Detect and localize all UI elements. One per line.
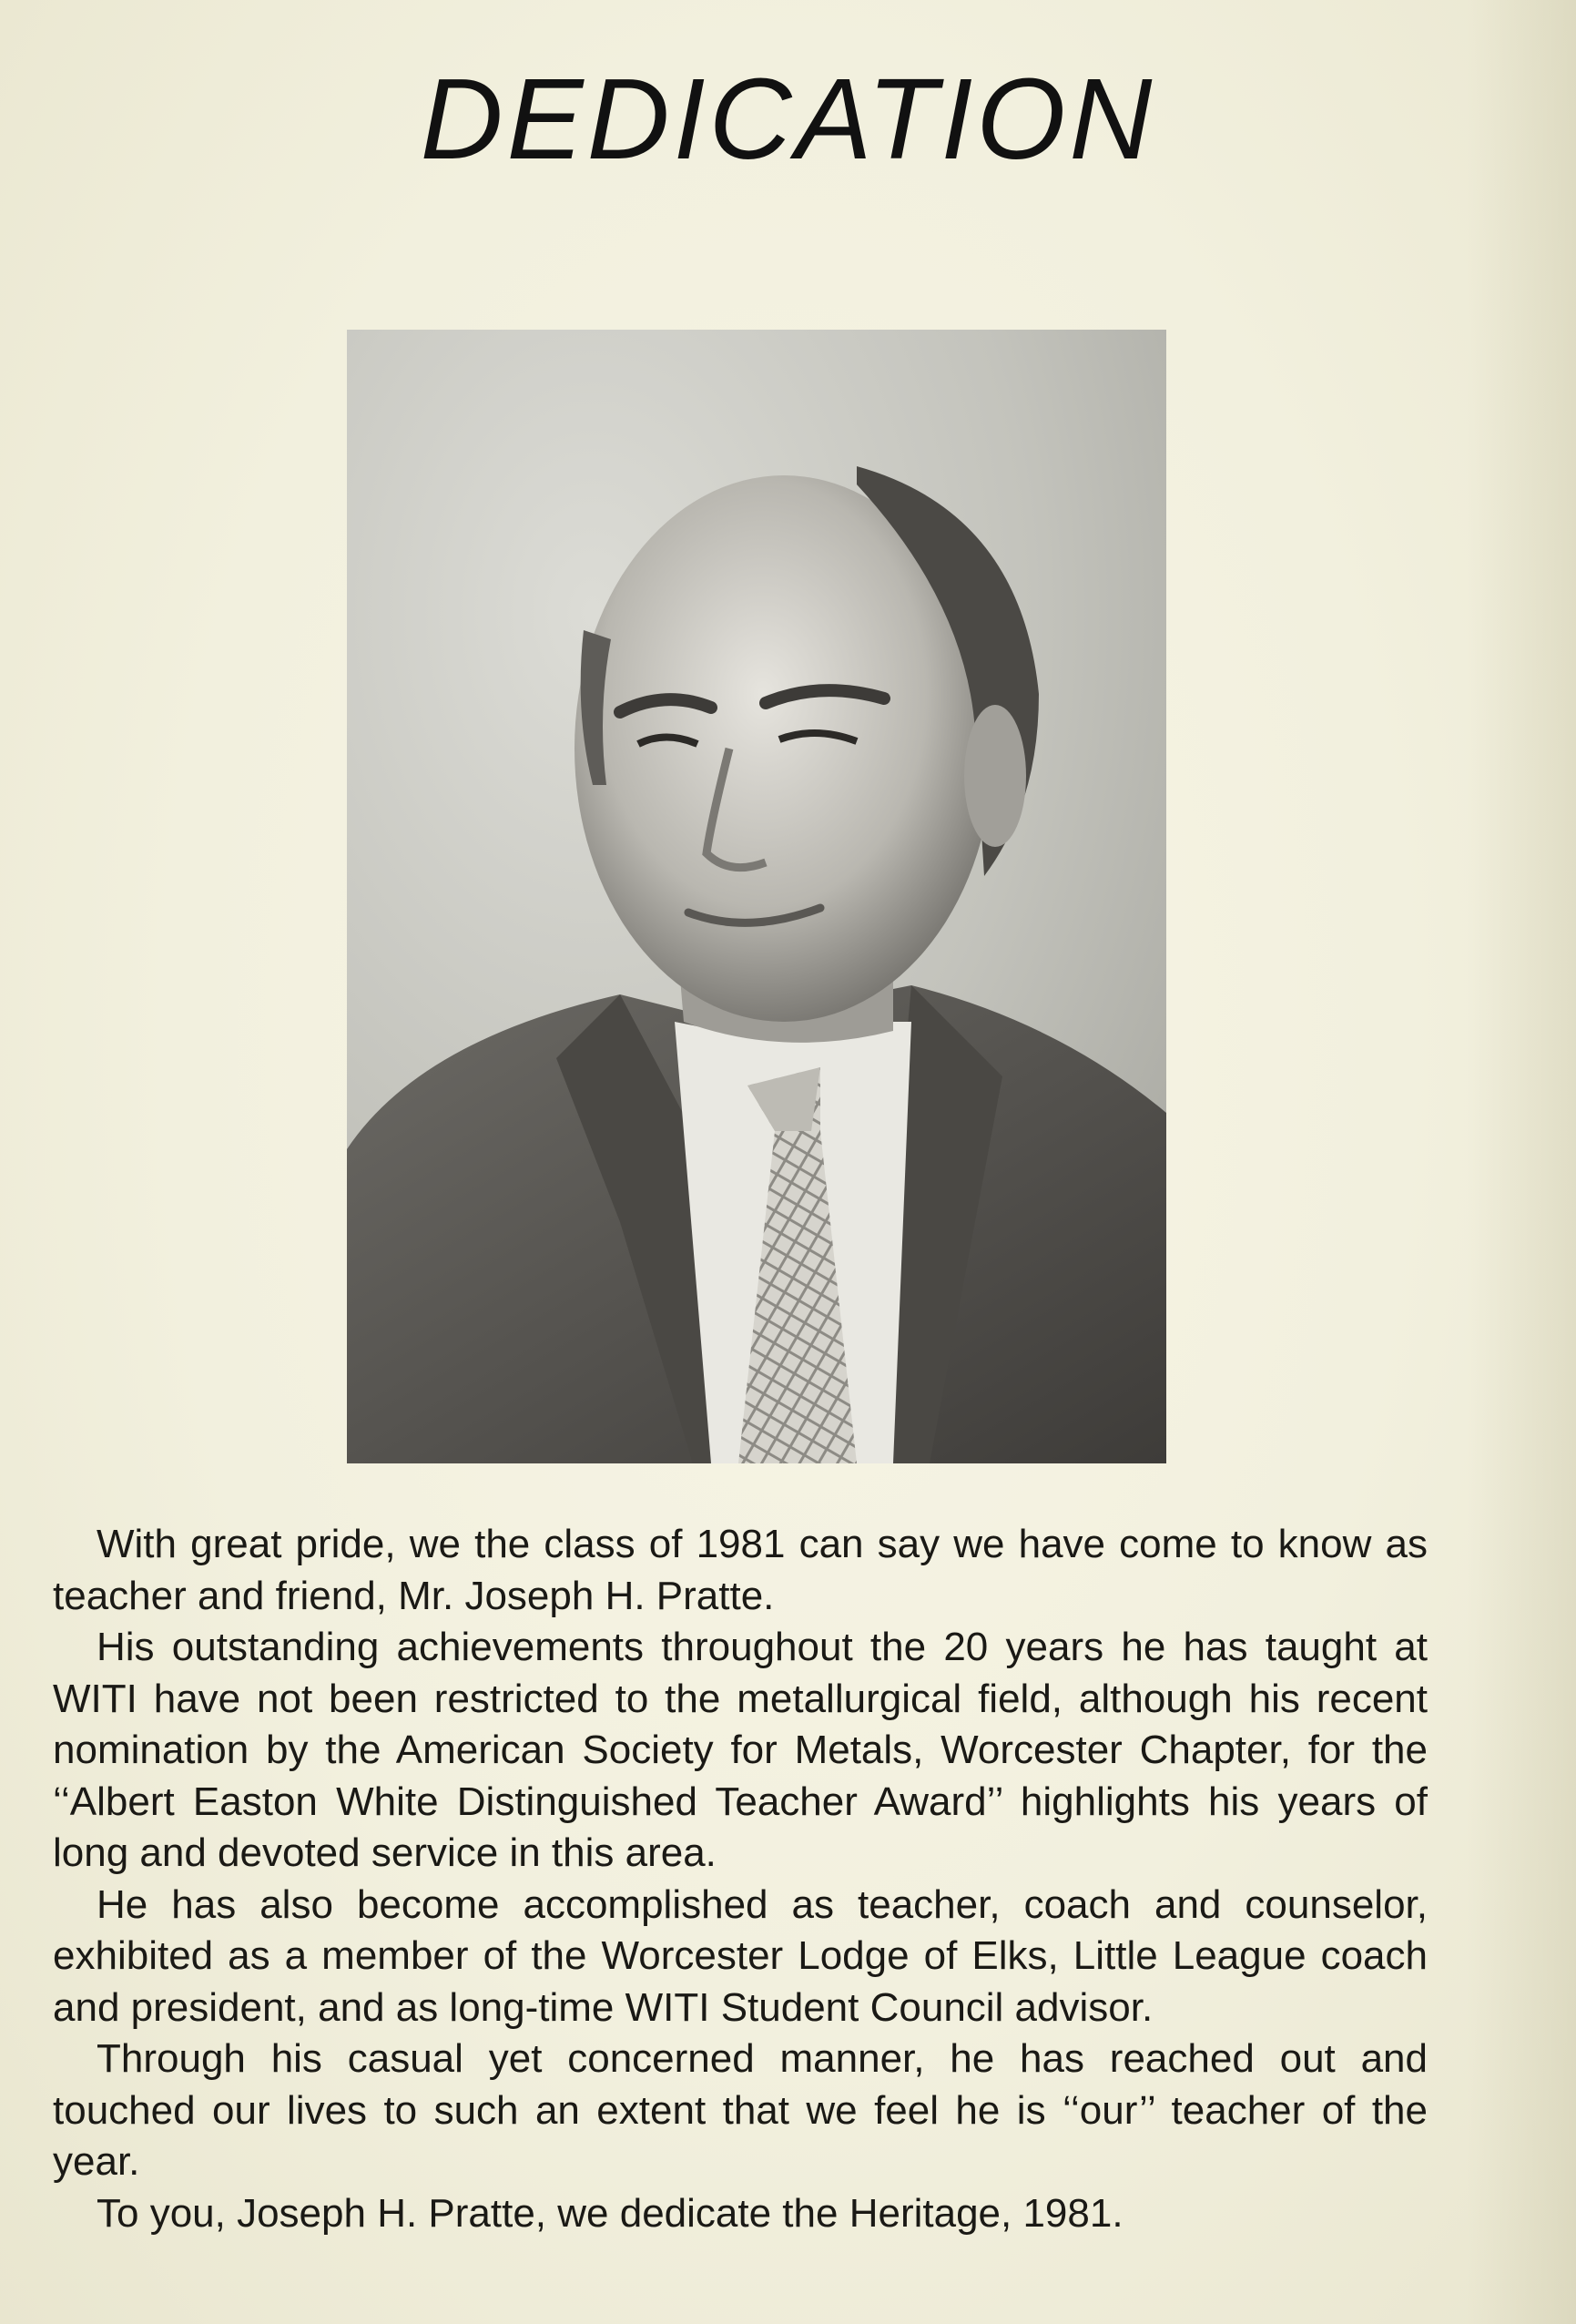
portrait-illustration [347,330,1166,1463]
paragraph-3: He has also become accomplished as teacher, coach and counselor, exhibited as a member of the Worcester Lodge of Elks, Little League coach and president, and as long-time WITI Student Council advisor. [53,1881,1428,2030]
dedication-text [53,1519,1428,2239]
paragraph-1: With great pride, we the class of 1981 can say we have come to know as teacher and friend, Mr. Joseph H. Pratte. [53,1522,1428,1618]
paragraph-4: Through his casual yet concerned manner, he has reached out and touched our lives to such an extent that we feel he is ‘‘our’’ teacher of the year. [53,2036,1428,2184]
portrait-photo [347,330,1166,1463]
paragraph-2: His outstanding achievements throughout the 20 years he has taught at WITI have not been restricted to the metallurgical field, although his recent nomination by the American Society for Metals, Worcester Chapter, for the ‘‘Albert Easton White Distinguished Teacher Award’’ highlights his years of long and devoted service in this area. [53,1625,1428,1875]
page-title: DEDICATION [420,55,1156,183]
paragraph-5: To you, Joseph H. Pratte, we dedicate the Heritage, 1981. [97,2190,1124,2236]
